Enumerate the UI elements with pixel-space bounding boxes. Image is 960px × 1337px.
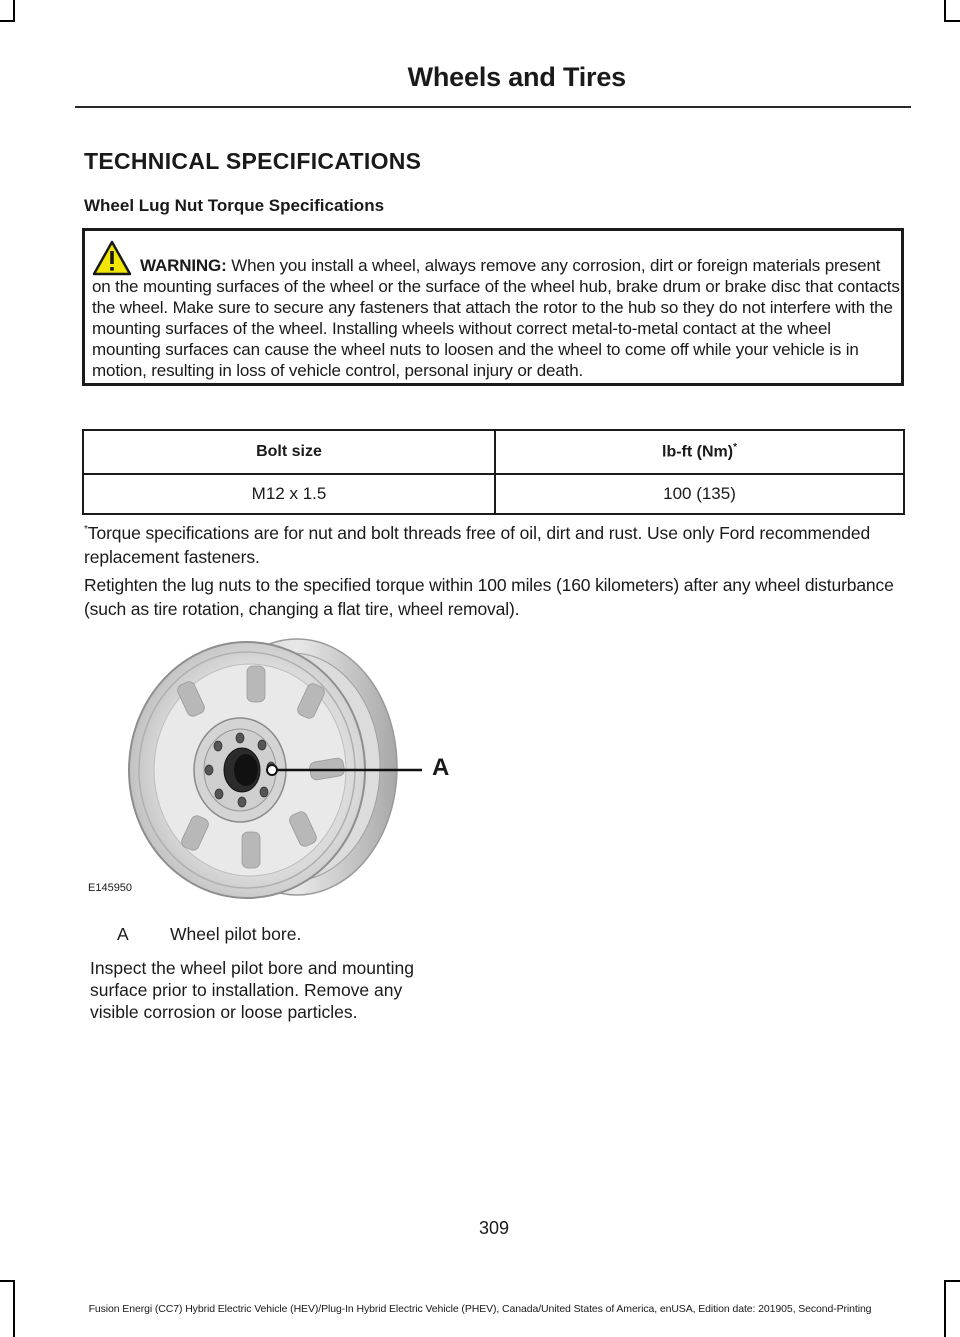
warning-label: WARNING:: [140, 256, 227, 275]
section-subtitle: Wheel Lug Nut Torque Specifications: [84, 196, 385, 215]
crop-mark-bottom-right-h: [944, 1280, 960, 1282]
crop-mark-top-right-h: [944, 20, 960, 22]
crop-mark-bottom-left-h: [0, 1280, 15, 1282]
retighten-paragraph: Retighten the lug nuts to the specified torque within 100 miles (160 kilometers) after any wheel disturbance (such as tire rotation, changing a flat tire, wheel removal).: [84, 575, 894, 619]
warning-box: [82, 228, 904, 386]
crop-mark-top-left-h: [0, 20, 15, 22]
warning-body: When you install a wheel, always remove any corrosion, dirt or foreign materials present on the mounting surfaces of the wheel or the surface of the wheel hub, brake drum or brake disc that contacts the wheel. Make sure to secure any fasteners that attach the rotor to the hub so they do not interfere with the mounting surfaces of the wheel. Installing wheels without correct metal-to-metal contact at the wheel mounting surfaces can cause the wheel nuts to loosen and the wheel to come off while your vehicle is in motion, resulting in loss of vehicle control, personal injury or death.: [92, 256, 900, 380]
table-header-footnote-marker: *: [733, 442, 737, 454]
crop-mark-top-left-v: [13, 0, 15, 20]
page-number: 309: [478, 1218, 510, 1238]
figure-code: E145950: [88, 882, 133, 894]
page-header-title: Wheels and Tires: [407, 62, 626, 92]
footnote: [84, 518, 906, 569]
figure-callout-label: A: [432, 754, 450, 781]
crop-mark-top-right-v: [944, 0, 946, 20]
table-cell-torque: 100 (135): [495, 474, 904, 514]
wheel-illustration: [82, 632, 462, 902]
section-title: TECHNICAL SPECIFICATIONS: [84, 148, 422, 174]
footnote-text: Torque specifications are for nut and bolt threads free of oil, dirt and rust. Use only Ford recommended replacement fasteners.: [84, 522, 871, 567]
table-header-row: [83, 430, 904, 474]
table-header-torque-label: lb-ft (Nm): [662, 443, 734, 461]
page-footer: Fusion Energi (CC7) Hybrid Electric Vehicle (HEV)/Plug-In Hybrid Electric Vehicle (PHEV), Canada/United States of America, enUSA, Edition date: 201905, Second-Printing: [88, 1303, 872, 1315]
legend-value: Wheel pilot bore.: [170, 924, 302, 944]
table-header-torque: [495, 430, 904, 474]
torque-spec-table: [82, 429, 905, 515]
legend-key: A: [117, 924, 129, 944]
header-divider: [75, 106, 911, 108]
warning-text: [92, 255, 900, 381]
table-header-bolt-size: Bolt size: [83, 430, 495, 474]
table-row: [83, 474, 904, 514]
table-cell-bolt-size: M12 x 1.5: [83, 474, 495, 514]
inspect-paragraph: Inspect the wheel pilot bore and mounting surface prior to installation. Remove any visible corrosion or loose particles.: [90, 958, 414, 1022]
footnote-marker: *: [84, 524, 88, 535]
